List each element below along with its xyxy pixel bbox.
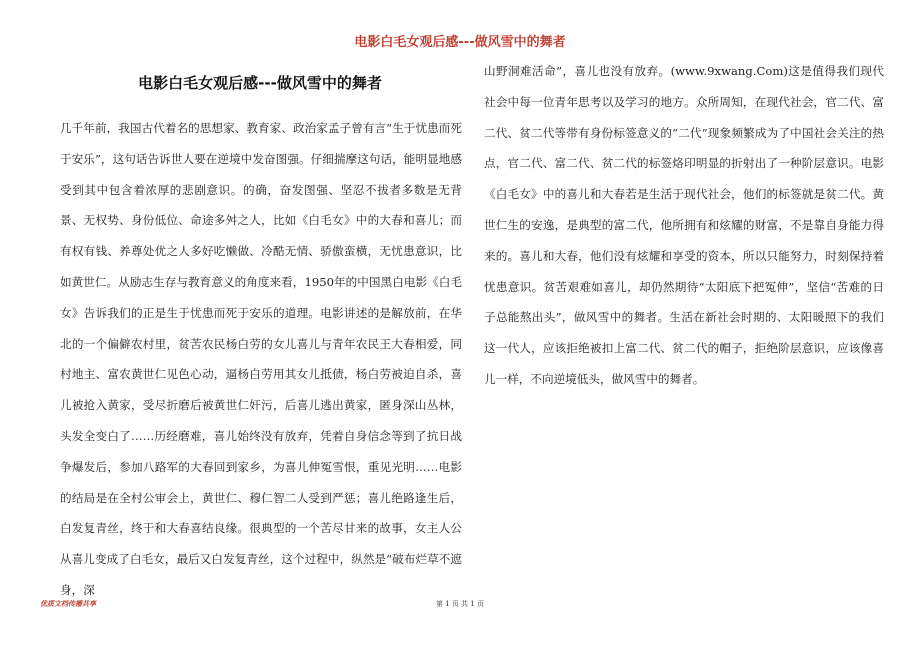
page-number: 第 1 页 共 1 页 xyxy=(435,600,485,608)
page-header-title: 电影白毛女观后感---做风雪中的舞者 xyxy=(354,35,566,50)
footer-slogan: 优质文档传播共享 xyxy=(40,599,96,608)
document-title: 电影白毛女观后感---做风雪中的舞者 xyxy=(138,74,382,92)
right-column-body-text: 山野洞难活命”，喜儿也没有放弃。(www.9xwang.Com)这是值得我们现代社会中每一位青年思考以及学习的地方。众所周知，在现代社会，官二代、富二代、贫二代等带有身份标签意义的“二代”现象频繁成为了中国社会关注的热点，官二代、富二代、贫二代的标签烙印明显的折射出了一种阶层意识。电影《白毛女》中的喜儿和大春若是生活于现代社会，他们的标签就是贫二代。黄世仁生的安逸，是典型的富二代，他所拥有和炫耀的财富，不是靠自身能力得来的。喜儿和大春，他们没有炫耀和享受的资本，所以只能努力，时刻保持着忧患意识。贫苦艰难如喜儿，却仍然期待“太阳底下把冤伸”，坚信“苦难的日子总能熬出头”，做风雪中的舞者。生活在新社会时期的、太阳暖照下的我们这一代人，应该拒绝被扣上富二代、贫二代的帽子，拒绝阶层意识，应该像喜儿一样，不向逆境低头，做风雪中的舞者。 xyxy=(484,64,884,386)
left-column-body-text: 几千年前，我国古代着名的思想家、教育家、政治家孟子曾有言“生于忧患而死于安乐”，这句话告诉世人要在逆境中发奋图强。仔细揣摩这句话，能明显地感受到其中包含着浓厚的悲剧意识。的确，奋发图强、坚忍不拔者多数是无背景、无权势、身份低位、命途多舛之人，比如《白毛女》中的大春和喜儿；而有权有钱、养尊处优之人多好吃懒做、冷酷无情、骄傲蛮横，无忧患意识，比如黄世仁。从励志生存与教育意义的角度来看，1950年的中国黑白电影《白毛女》告诉我们的正是生于忧患而死于安乐的道理。电影讲述的是解放前，在华北的一个偏僻农村里，贫苦农民杨白劳的女儿喜儿与青年农民王大春相爱，同村地主、富农黄世仁见色心动，逼杨白劳用其女儿抵债，杨白劳被迫自杀，喜儿被抢入黄家，受尽折磨后被黄世仁奸污，后喜儿逃出黄家，匿身深山丛林，头发全变白了……历经磨难，喜儿始终没有放弃，凭着自身信念等到了抗日战争爆发后，参加八路军的大春回到家乡，为喜儿伸冤雪恨，重见光明……电影的结局是在全村公审会上，黄世仁、穆仁智二人受到严惩；喜儿绝路逢生后，白发复青丝，终于和大春喜结良缘。很典型的一个苦尽甘来的故事，女主人公从喜儿变成了白毛女，最后又白发复青丝，这个过程中，纵然是“破布烂草不遮身，深 xyxy=(60,121,462,597)
